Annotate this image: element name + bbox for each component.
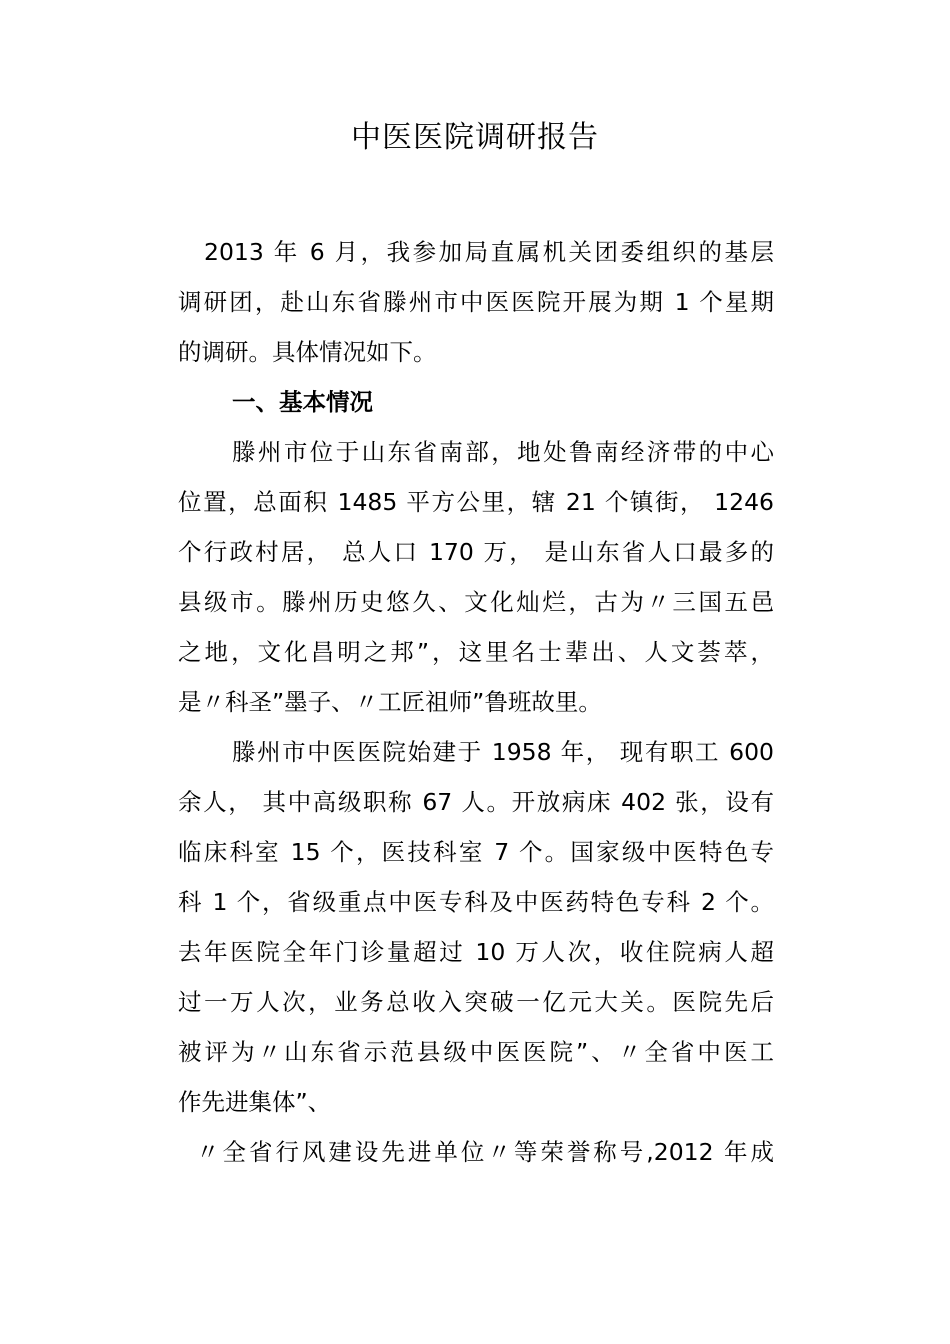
paragraph-line: 2013 年 6 月，我参加局直属机关团委组织的基层 — [204, 238, 774, 266]
paragraph-line: 的调研。具体情况如下。 — [178, 338, 437, 366]
paragraph-line: 〃全省行风建设先进单位〃等荣誉称号,2012 年成 — [196, 1138, 774, 1166]
paragraph-line: 去年医院全年门诊量超过 10 万人次，收住院病人超 — [178, 938, 774, 966]
paragraph-line: 滕州市中医医院始建于 1958 年， 现有职工 600 — [232, 738, 774, 766]
paragraph-line: 调研团，赴山东省滕州市中医医院开展为期 1 个星期 — [178, 288, 774, 316]
document-title: 中医医院调研报告 — [351, 120, 599, 155]
paragraph-line: 县级市。滕州历史悠久、文化灿烂，古为〃三国五邑 — [178, 588, 774, 616]
paragraph-line: 位置，总面积 1485 平方公里，辖 21 个镇街， 1246 — [178, 488, 774, 516]
paragraph-line: 滕州市位于山东省南部，地处鲁南经济带的中心 — [232, 438, 774, 466]
paragraph-line: 过一万人次，业务总收入突破一亿元大关。医院先后 — [178, 988, 774, 1016]
paragraph-line: 余人， 其中高级职称 67 人。开放病床 402 张，设有 — [178, 788, 774, 816]
paragraph-line: 科 1 个，省级重点中医专科及中医药特色专科 2 个。 — [178, 888, 774, 916]
paragraph-line: 之地，文化昌明之邦”，这里名士辈出、人文荟萃， — [178, 638, 774, 666]
paragraph-line: 被评为〃山东省示范县级中医医院”、〃全省中医工 — [178, 1038, 774, 1066]
section-heading: 一、基本情况 — [232, 388, 373, 416]
paragraph-line: 作先进集体”、 — [178, 1088, 332, 1116]
paragraph-line: 个行政村居， 总人口 170 万， 是山东省人口最多的 — [178, 538, 774, 566]
paragraph-line: 是〃科圣”墨子、〃工匠祖师”鲁班故里。 — [178, 688, 602, 716]
paragraph-line: 临床科室 15 个，医技科室 7 个。国家级中医特色专 — [178, 838, 774, 866]
